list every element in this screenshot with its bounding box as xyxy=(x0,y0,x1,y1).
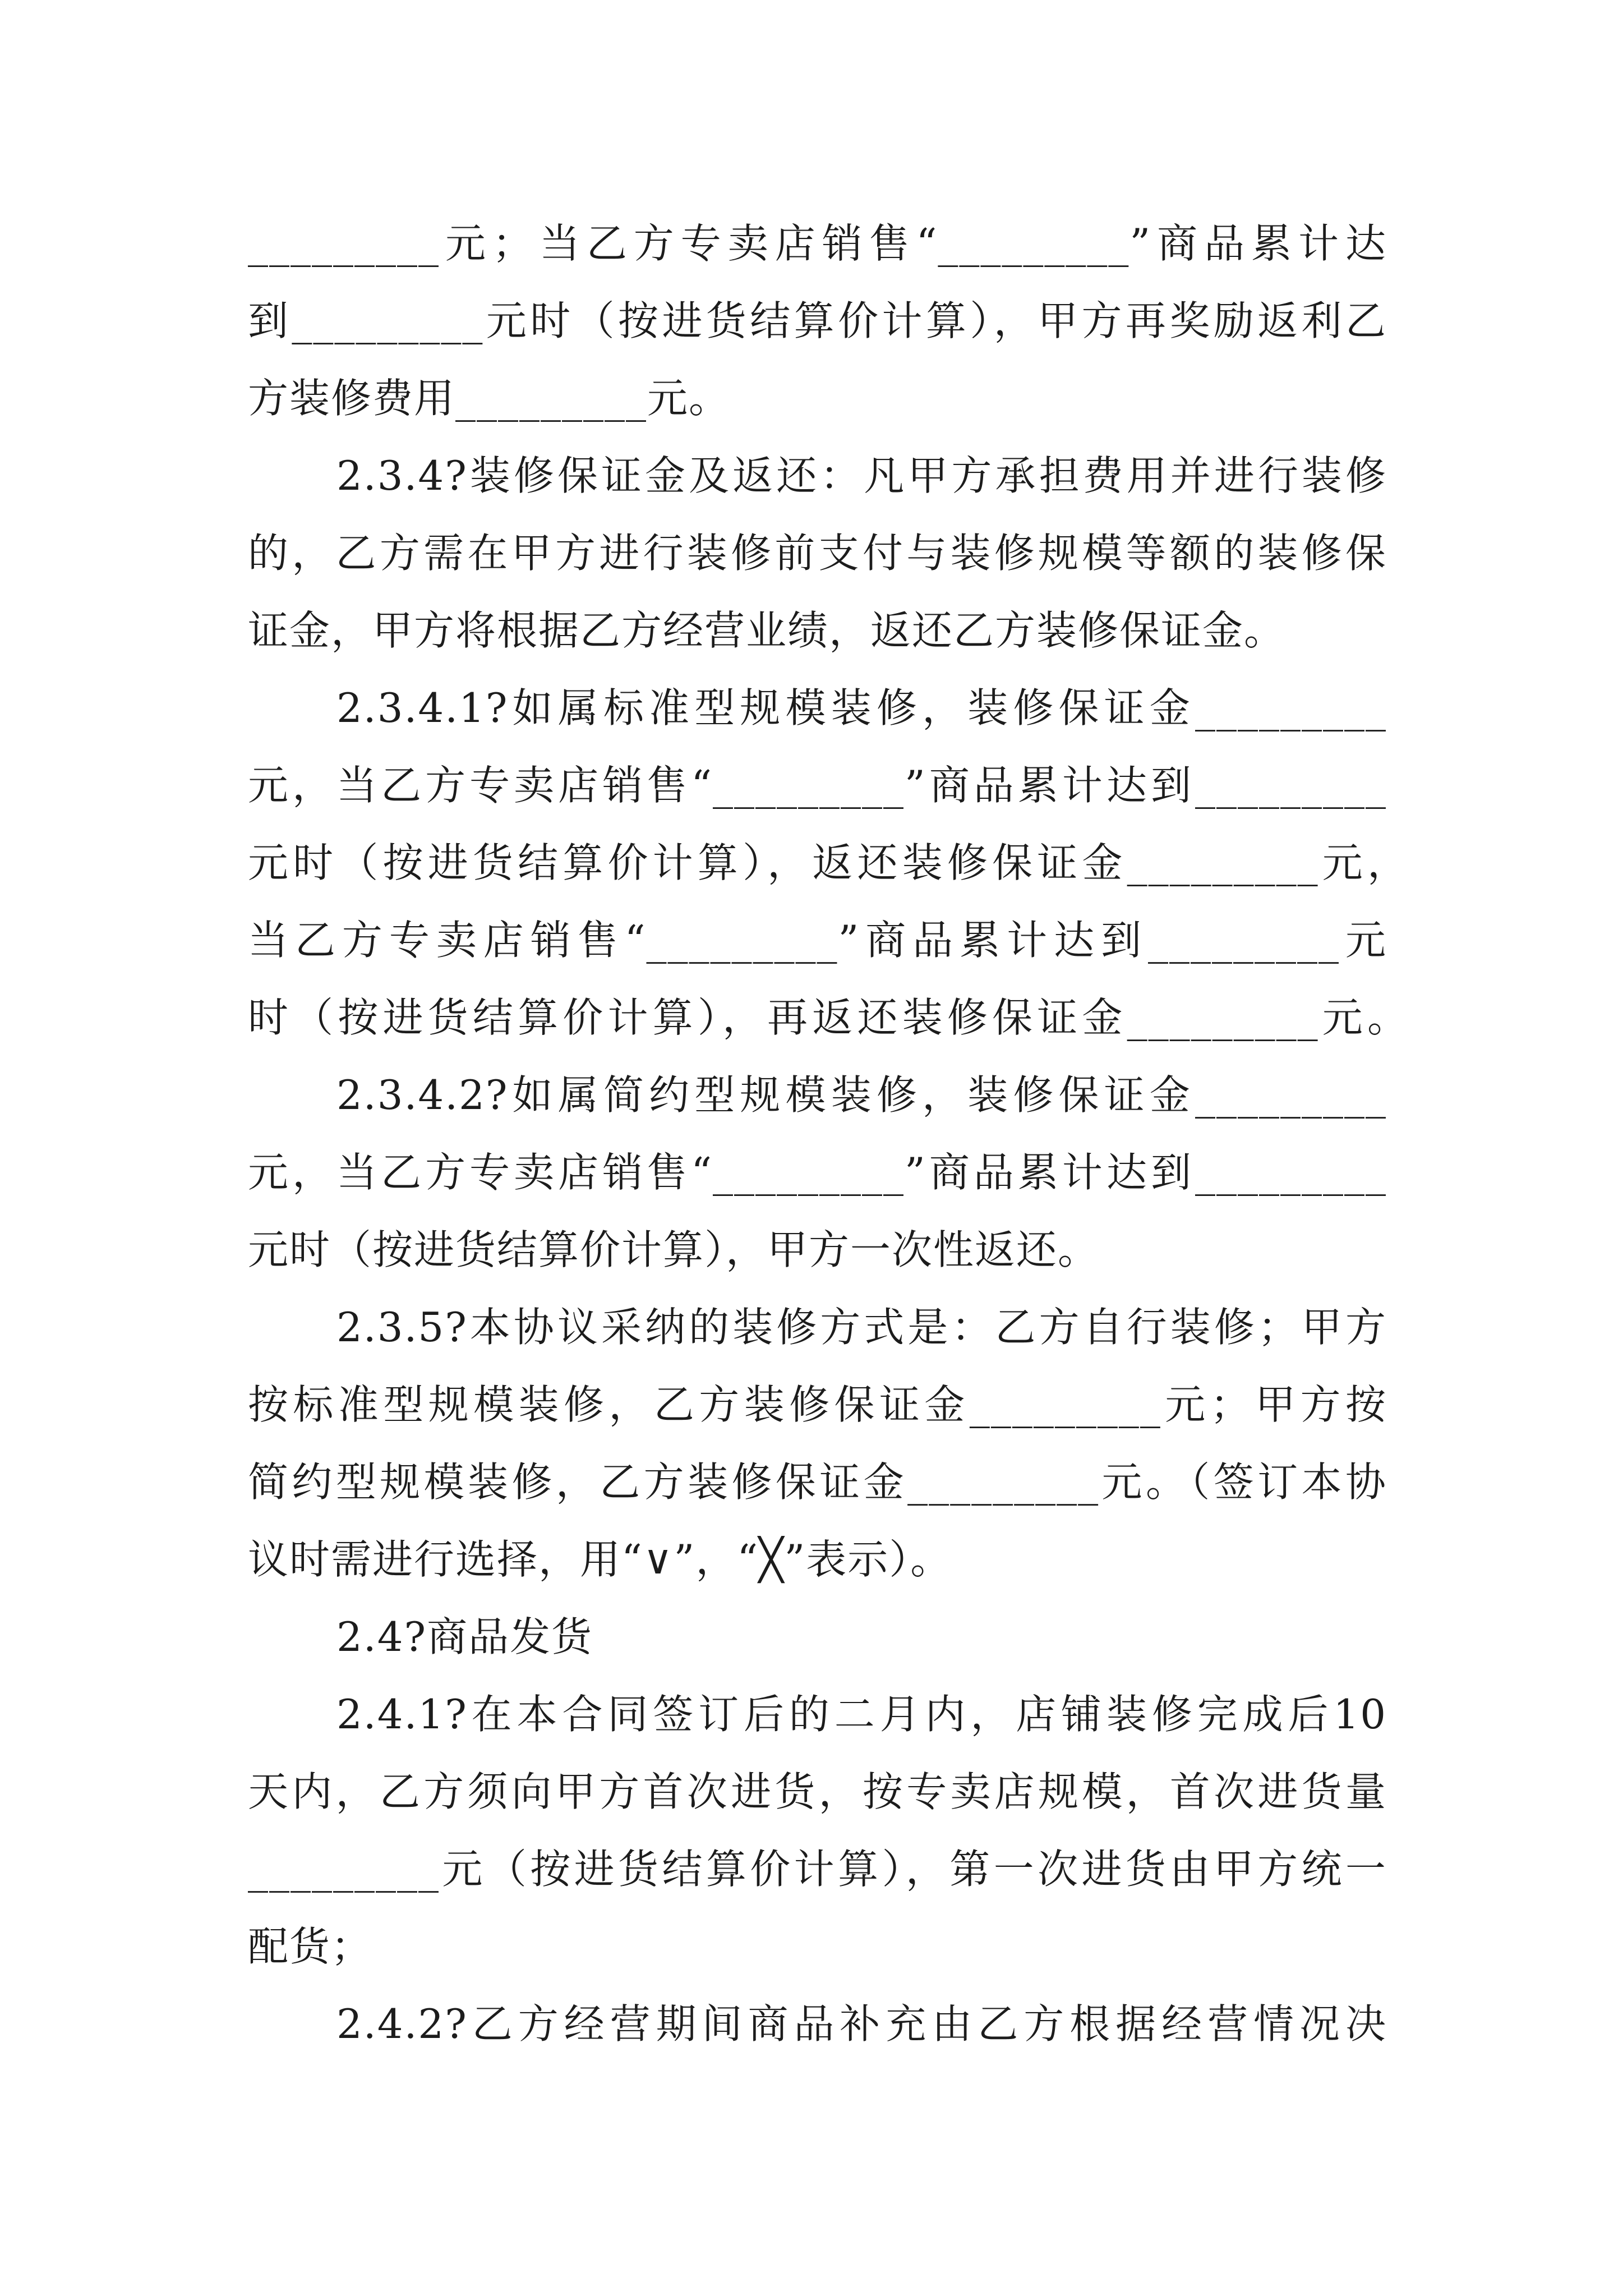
text-line: _________元；当乙方专卖店销售“_________”商品累计达 xyxy=(248,220,1387,267)
text-line: 证金，甲方将根据乙方经营业绩，返还乙方装修保证金。 xyxy=(248,607,1286,654)
text-line: 元时（按进货结算价计算），返还装修保证金_________元， xyxy=(248,839,1409,886)
text-line: 方装修费用_________元。 xyxy=(248,375,731,422)
clause-heading-line: 2.3.4.1?如属标准型规模装修，装修保证金_________ xyxy=(336,684,1387,731)
text-line: 到_________元时（按进货结算价计算），甲方再奖励返利乙 xyxy=(248,297,1387,344)
text-line: 元时（按进货结算价计算），甲方一次性返还。 xyxy=(248,1226,1100,1273)
clause-heading-line: 2.4.1?在本合同签订后的二月内，店铺装修完成后10 xyxy=(336,1691,1387,1738)
text-line: _________元（按进货结算价计算），第一次进货由甲方统一 xyxy=(248,1846,1387,1893)
section-heading-line: 2.4?商品发货 xyxy=(336,1613,593,1660)
text-line: 简约型规模装修，乙方装修保证金_________元。（签订本协 xyxy=(248,1458,1387,1506)
text-line: 时（按进货结算价计算），再返还装修保证金_________元。 xyxy=(248,994,1409,1041)
clause-heading-line: 2.3.4?装修保证金及返还：凡甲方承担费用并进行装修 xyxy=(336,452,1387,499)
text-line: 按标准型规模装修，乙方装修保证金_________元；甲方按 xyxy=(248,1381,1387,1428)
text-line: 议时需进行选择，用“∨”，“╳”表示）。 xyxy=(248,1536,952,1583)
text-line: 当乙方专卖店销售“_________”商品累计达到_________元 xyxy=(248,917,1387,964)
clause-heading-line: 2.4.2?乙方经营期间商品补充由乙方根据经营情况决 xyxy=(336,2000,1387,2047)
text-line: 的，乙方需在甲方进行装修前支付与装修规模等额的装修保 xyxy=(248,530,1387,577)
text-line: 配货； xyxy=(248,1923,373,1970)
text-line: 天内，乙方须向甲方首次进货，按专卖店规模，首次进货量 xyxy=(248,1768,1387,1815)
text-line: 元，当乙方专卖店销售“_________”商品累计达到_________ xyxy=(248,1149,1387,1196)
clause-heading-line: 2.3.4.2?如属简约型规模装修，装修保证金_________ xyxy=(336,1071,1387,1119)
text-line: 元，当乙方专卖店销售“_________”商品累计达到_________ xyxy=(248,762,1387,809)
clause-heading-line: 2.3.5?本协议采纳的装修方式是：乙方自行装修；甲方 xyxy=(336,1304,1387,1351)
document-body xyxy=(248,205,1409,2063)
